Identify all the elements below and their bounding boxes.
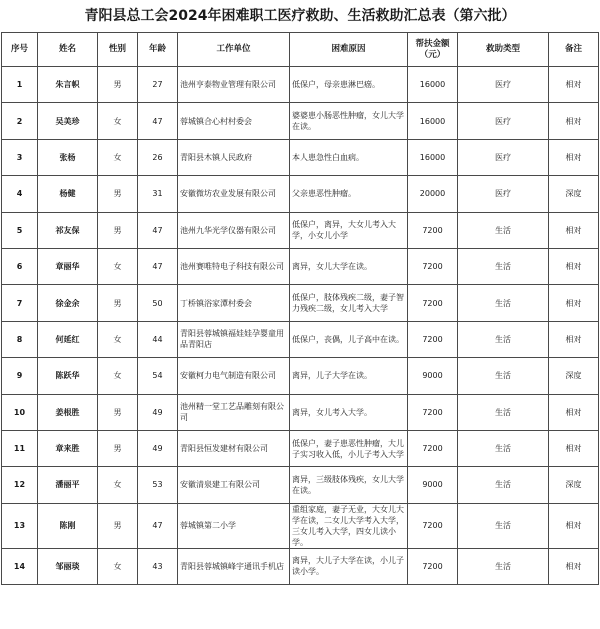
table-row bbox=[2, 248, 599, 284]
cell-gender: 女 bbox=[98, 358, 138, 394]
cell-age: 54 bbox=[138, 358, 178, 394]
cell-name: 邹丽琰 bbox=[38, 548, 98, 584]
table-row bbox=[2, 358, 599, 394]
cell-remark: 相对 bbox=[549, 103, 599, 139]
cell-unit: 蓉城镇合心村村委会 bbox=[178, 103, 290, 139]
cell-amount: 9000 bbox=[408, 358, 458, 394]
table-row bbox=[2, 103, 599, 139]
cell-name: 吴美珍 bbox=[38, 103, 98, 139]
cell-reason: 离异，大儿子大学在读，小儿子读小学。 bbox=[290, 548, 408, 584]
cell-name: 陈跃华 bbox=[38, 358, 98, 394]
cell-no: 12 bbox=[2, 467, 38, 503]
cell-amount: 7200 bbox=[408, 321, 458, 357]
cell-no: 6 bbox=[2, 248, 38, 284]
cell-unit: 池州亨泰物业管理有限公司 bbox=[178, 67, 290, 103]
cell-amount: 7200 bbox=[408, 394, 458, 430]
cell-age: 27 bbox=[138, 67, 178, 103]
cell-remark: 相对 bbox=[549, 394, 599, 430]
cell-gender: 男 bbox=[98, 285, 138, 321]
header-unit: 工作单位 bbox=[178, 33, 290, 67]
cell-name: 章来胜 bbox=[38, 430, 98, 466]
header-amount: 帮扶金额（元） bbox=[408, 33, 458, 67]
cell-gender: 女 bbox=[98, 103, 138, 139]
cell-name: 潘丽平 bbox=[38, 467, 98, 503]
cell-gender: 男 bbox=[98, 394, 138, 430]
cell-reason: 低保户，丧偶，儿子高中在读。 bbox=[290, 321, 408, 357]
cell-no: 4 bbox=[2, 176, 38, 212]
cell-no: 3 bbox=[2, 139, 38, 175]
cell-unit: 池州九华光学仪器有限公司 bbox=[178, 212, 290, 248]
cell-gender: 女 bbox=[98, 548, 138, 584]
cell-unit: 安徽柯力电气制造有限公司 bbox=[178, 358, 290, 394]
cell-remark: 相对 bbox=[549, 548, 599, 584]
cell-no: 13 bbox=[2, 503, 38, 548]
cell-type: 生活 bbox=[458, 548, 549, 584]
cell-amount: 16000 bbox=[408, 103, 458, 139]
header-name: 姓名 bbox=[38, 33, 98, 67]
cell-gender: 女 bbox=[98, 467, 138, 503]
header-reason: 困难原因 bbox=[290, 33, 408, 67]
cell-remark: 相对 bbox=[549, 430, 599, 466]
cell-no: 10 bbox=[2, 394, 38, 430]
cell-remark: 相对 bbox=[549, 212, 599, 248]
cell-gender: 女 bbox=[98, 139, 138, 175]
cell-remark: 相对 bbox=[549, 285, 599, 321]
table-header-row bbox=[2, 33, 599, 67]
cell-reason: 父亲患恶性肿瘤。 bbox=[290, 176, 408, 212]
cell-type: 医疗 bbox=[458, 67, 549, 103]
cell-age: 53 bbox=[138, 467, 178, 503]
cell-no: 9 bbox=[2, 358, 38, 394]
table-row bbox=[2, 394, 599, 430]
cell-unit: 池州精一堂工艺品雕刻有限公司 bbox=[178, 394, 290, 430]
table-row bbox=[2, 548, 599, 584]
cell-no: 11 bbox=[2, 430, 38, 466]
table-row bbox=[2, 285, 599, 321]
table-row bbox=[2, 67, 599, 103]
cell-unit: 蓉城镇第二小学 bbox=[178, 503, 290, 548]
cell-age: 43 bbox=[138, 548, 178, 584]
cell-name: 张杨 bbox=[38, 139, 98, 175]
cell-gender: 男 bbox=[98, 212, 138, 248]
cell-age: 47 bbox=[138, 248, 178, 284]
cell-remark: 深度 bbox=[549, 358, 599, 394]
cell-gender: 男 bbox=[98, 67, 138, 103]
cell-unit: 安徽微坊农业发展有限公司 bbox=[178, 176, 290, 212]
table-row bbox=[2, 430, 599, 466]
header-type: 救助类型 bbox=[458, 33, 549, 67]
cell-amount: 7200 bbox=[408, 212, 458, 248]
cell-unit: 青阳县木镇人民政府 bbox=[178, 139, 290, 175]
table-row bbox=[2, 467, 599, 503]
cell-name: 何延红 bbox=[38, 321, 98, 357]
cell-gender: 男 bbox=[98, 430, 138, 466]
cell-unit: 安徽清泉建工有限公司 bbox=[178, 467, 290, 503]
cell-unit: 青阳县蓉城镇峰宇通讯手机店 bbox=[178, 548, 290, 584]
cell-no: 5 bbox=[2, 212, 38, 248]
cell-no: 7 bbox=[2, 285, 38, 321]
cell-remark: 相对 bbox=[549, 139, 599, 175]
cell-reason: 低保户，母亲患淋巴癌。 bbox=[290, 67, 408, 103]
cell-amount: 7200 bbox=[408, 503, 458, 548]
cell-amount: 7200 bbox=[408, 285, 458, 321]
cell-name: 徐金余 bbox=[38, 285, 98, 321]
cell-type: 生活 bbox=[458, 394, 549, 430]
cell-unit: 丁桥镇浴家潭村委会 bbox=[178, 285, 290, 321]
cell-amount: 7200 bbox=[408, 248, 458, 284]
cell-remark: 深度 bbox=[549, 467, 599, 503]
cell-name: 陈刚 bbox=[38, 503, 98, 548]
cell-type: 医疗 bbox=[458, 176, 549, 212]
cell-type: 生活 bbox=[458, 248, 549, 284]
cell-amount: 16000 bbox=[408, 139, 458, 175]
cell-remark: 相对 bbox=[549, 321, 599, 357]
cell-age: 31 bbox=[138, 176, 178, 212]
cell-name: 姜根胜 bbox=[38, 394, 98, 430]
cell-name: 朱言帜 bbox=[38, 67, 98, 103]
cell-age: 47 bbox=[138, 212, 178, 248]
cell-reason: 本人患急性白血病。 bbox=[290, 139, 408, 175]
cell-type: 生活 bbox=[458, 321, 549, 357]
cell-amount: 16000 bbox=[408, 67, 458, 103]
cell-age: 47 bbox=[138, 503, 178, 548]
table-row bbox=[2, 321, 599, 357]
cell-age: 44 bbox=[138, 321, 178, 357]
cell-age: 49 bbox=[138, 394, 178, 430]
header-remark: 备注 bbox=[549, 33, 599, 67]
header-no: 序号 bbox=[2, 33, 38, 67]
cell-name: 祁友保 bbox=[38, 212, 98, 248]
cell-type: 生活 bbox=[458, 430, 549, 466]
cell-remark: 相对 bbox=[549, 248, 599, 284]
cell-reason: 婆婆患小肠恶性肿瘤，女儿大学在读。 bbox=[290, 103, 408, 139]
table-row bbox=[2, 212, 599, 248]
cell-remark: 相对 bbox=[549, 503, 599, 548]
cell-reason: 离异，三级肢体残疾，女儿大学在读。 bbox=[290, 467, 408, 503]
cell-type: 医疗 bbox=[458, 139, 549, 175]
cell-remark: 深度 bbox=[549, 176, 599, 212]
cell-reason: 低保户，肢体残疾二级，妻子智力残疾二级，女儿考入大学 bbox=[290, 285, 408, 321]
cell-unit: 青阳县蓉城镇福娃娃孕婴童用品青阳店 bbox=[178, 321, 290, 357]
table-row bbox=[2, 176, 599, 212]
cell-type: 生活 bbox=[458, 503, 549, 548]
cell-amount: 20000 bbox=[408, 176, 458, 212]
header-gender: 性别 bbox=[98, 33, 138, 67]
cell-no: 1 bbox=[2, 67, 38, 103]
cell-age: 50 bbox=[138, 285, 178, 321]
table-row bbox=[2, 139, 599, 175]
cell-reason: 离异，女儿大学在读。 bbox=[290, 248, 408, 284]
cell-name: 章丽华 bbox=[38, 248, 98, 284]
cell-no: 14 bbox=[2, 548, 38, 584]
cell-no: 8 bbox=[2, 321, 38, 357]
cell-reason: 低保户，妻子患恶性肿瘤，大儿子实习收入低，小儿子考入大学 bbox=[290, 430, 408, 466]
cell-type: 生活 bbox=[458, 285, 549, 321]
cell-amount: 7200 bbox=[408, 548, 458, 584]
relief-summary-table bbox=[1, 32, 599, 585]
cell-amount: 7200 bbox=[408, 430, 458, 466]
cell-type: 生活 bbox=[458, 467, 549, 503]
cell-reason: 重组家庭，妻子无业，大女儿大学在读，二女儿大学考入大学，三女儿考入大学，四女儿读小学。 bbox=[290, 503, 408, 548]
cell-type: 医疗 bbox=[458, 103, 549, 139]
cell-type: 生活 bbox=[458, 212, 549, 248]
cell-reason: 离异，儿子大学在读。 bbox=[290, 358, 408, 394]
table-row bbox=[2, 503, 599, 548]
cell-unit: 青阳县恒发建材有限公司 bbox=[178, 430, 290, 466]
document-title: 青阳县总工会2024年困难职工医疗救助、生活救助汇总表（第六批） bbox=[84, 8, 516, 24]
cell-no: 2 bbox=[2, 103, 38, 139]
cell-remark: 相对 bbox=[549, 67, 599, 103]
cell-age: 26 bbox=[138, 139, 178, 175]
header-age: 年龄 bbox=[138, 33, 178, 67]
cell-reason: 低保户，离异，大女儿考入大学，小女儿小学 bbox=[290, 212, 408, 248]
cell-type: 生活 bbox=[458, 358, 549, 394]
cell-reason: 离异，女儿考入大学。 bbox=[290, 394, 408, 430]
cell-gender: 女 bbox=[98, 248, 138, 284]
cell-gender: 男 bbox=[98, 176, 138, 212]
cell-unit: 池州赛唯特电子科技有限公司 bbox=[178, 248, 290, 284]
cell-age: 49 bbox=[138, 430, 178, 466]
cell-gender: 女 bbox=[98, 321, 138, 357]
cell-gender: 男 bbox=[98, 503, 138, 548]
cell-amount: 9000 bbox=[408, 467, 458, 503]
cell-age: 47 bbox=[138, 103, 178, 139]
cell-name: 杨健 bbox=[38, 176, 98, 212]
